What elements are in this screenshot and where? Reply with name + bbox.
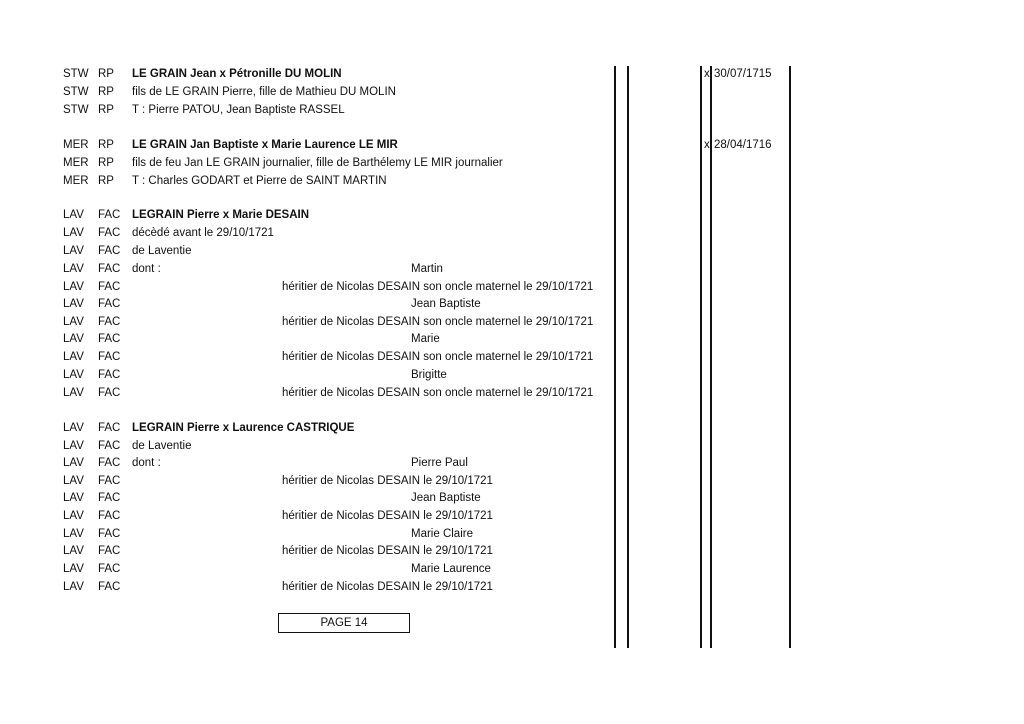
source-code: RP — [98, 104, 114, 116]
record-lav-b1 — [0, 420, 1024, 437]
parish-code: LAV — [63, 281, 84, 293]
record-lav-a9 — [0, 349, 1024, 366]
record-lav-a7 — [0, 314, 1024, 331]
parish-code: LAV — [63, 440, 84, 452]
source-code: RP — [98, 175, 114, 187]
source-code: FAC — [98, 281, 121, 293]
source-code: FAC — [98, 351, 121, 363]
parish-code: LAV — [63, 298, 84, 310]
parish-code: LAV — [63, 209, 84, 221]
parish-code: LAV — [63, 387, 84, 399]
parish-code: LAV — [63, 457, 84, 469]
child-name: Pierre Paul — [411, 457, 468, 469]
source-code: FAC — [98, 333, 121, 345]
heir-note: héritier de Nicolas DESAIN son oncle maternel le 29/10/1721 — [282, 281, 594, 293]
source-code: FAC — [98, 422, 121, 434]
source-code: FAC — [98, 528, 121, 540]
child-name: Jean Baptiste — [411, 492, 481, 504]
marriage-date: 28/04/1716 — [714, 139, 772, 151]
parish-code: LAV — [63, 581, 84, 593]
heir-note: héritier de Nicolas DESAIN le 29/10/1721 — [282, 475, 493, 487]
parish-code: LAV — [63, 545, 84, 557]
source-code: FAC — [98, 387, 121, 399]
heir-note: héritier de Nicolas DESAIN le 29/10/1721 — [282, 581, 493, 593]
marriage-mark: x — [704, 68, 710, 80]
record-lav-b9 — [0, 561, 1024, 578]
record-text: de Laventie — [132, 245, 192, 257]
parish-code: LAV — [63, 475, 84, 487]
record-lav-b10 — [0, 579, 1024, 596]
record-stw-3 — [0, 102, 1024, 119]
parish-code: MER — [63, 175, 89, 187]
parish-code: LAV — [63, 227, 84, 239]
record-text: dont : — [132, 457, 161, 469]
column-rule-3 — [700, 66, 702, 648]
record-mer-3 — [0, 173, 1024, 190]
marriage-date: 30/07/1715 — [714, 68, 772, 80]
record-lav-a10 — [0, 367, 1024, 384]
record-text: décèdé avant le 29/10/1721 — [132, 227, 274, 239]
record-lav-b8 — [0, 543, 1024, 560]
child-name: Martin — [411, 263, 443, 275]
record-lav-a1 — [0, 207, 1024, 224]
record-lav-b7 — [0, 526, 1024, 543]
source-code: FAC — [98, 209, 121, 221]
parish-code: LAV — [63, 492, 84, 504]
source-code: RP — [98, 139, 114, 151]
parish-code: LAV — [63, 245, 84, 257]
record-text: T : Charles GODART et Pierre de SAINT MARTIN — [132, 175, 387, 187]
child-name: Marie Laurence — [411, 563, 491, 575]
parish-code: STW — [63, 104, 89, 116]
marriage-heading: LE GRAIN Jean x Pétronille DU MOLIN — [132, 68, 342, 80]
source-code: RP — [98, 68, 114, 80]
heir-note: héritier de Nicolas DESAIN son oncle maternel le 29/10/1721 — [282, 316, 594, 328]
heir-note: héritier de Nicolas DESAIN le 29/10/1721 — [282, 545, 493, 557]
parish-code: LAV — [63, 369, 84, 381]
parish-code: STW — [63, 68, 89, 80]
parish-code: LAV — [63, 422, 84, 434]
parish-code: LAV — [63, 563, 84, 575]
record-lav-a2 — [0, 225, 1024, 242]
record-lav-b5 — [0, 490, 1024, 507]
record-lav-b3 — [0, 455, 1024, 472]
record-lav-b6 — [0, 508, 1024, 525]
source-code: FAC — [98, 581, 121, 593]
child-name: Jean Baptiste — [411, 298, 481, 310]
source-code: FAC — [98, 440, 121, 452]
record-stw-1 — [0, 66, 1024, 83]
record-lav-a4 — [0, 261, 1024, 278]
source-code: FAC — [98, 492, 121, 504]
parish-code: LAV — [63, 333, 84, 345]
parish-code: LAV — [63, 528, 84, 540]
record-lav-b4 — [0, 473, 1024, 490]
source-code: FAC — [98, 263, 121, 275]
heir-note: héritier de Nicolas DESAIN son oncle maternel le 29/10/1721 — [282, 387, 594, 399]
parish-code: LAV — [63, 351, 84, 363]
source-code: FAC — [98, 298, 121, 310]
marriage-heading: LEGRAIN Pierre x Laurence CASTRIQUE — [132, 422, 355, 434]
record-mer-2 — [0, 155, 1024, 172]
parish-code: LAV — [63, 510, 84, 522]
heir-note: héritier de Nicolas DESAIN le 29/10/1721 — [282, 510, 493, 522]
record-lav-a3 — [0, 243, 1024, 260]
parish-code: LAV — [63, 263, 84, 275]
source-code: FAC — [98, 563, 121, 575]
marriage-mark: x — [704, 139, 710, 151]
parish-code: STW — [63, 86, 89, 98]
source-code: FAC — [98, 457, 121, 469]
record-text: fils de LE GRAIN Pierre, fille de Mathieu DU MOLIN — [132, 86, 396, 98]
column-rule-5 — [789, 66, 791, 648]
record-lav-a8 — [0, 331, 1024, 348]
record-lav-a5 — [0, 279, 1024, 296]
parish-code: LAV — [63, 316, 84, 328]
column-rule-2 — [627, 66, 629, 648]
heir-note: héritier de Nicolas DESAIN son oncle maternel le 29/10/1721 — [282, 351, 594, 363]
record-lav-a11 — [0, 385, 1024, 402]
marriage-heading: LE GRAIN Jan Baptiste x Marie Laurence LE MIR — [132, 139, 398, 151]
source-code: FAC — [98, 510, 121, 522]
source-code: FAC — [98, 545, 121, 557]
source-code: FAC — [98, 316, 121, 328]
column-rule-4 — [710, 66, 712, 648]
child-name: Brigitte — [411, 369, 447, 381]
record-text: dont : — [132, 263, 161, 275]
record-text: fils de feu Jan LE GRAIN journalier, fille de Barthélemy LE MIR journalier — [132, 157, 503, 169]
page-number-label: PAGE 14 — [278, 613, 410, 633]
source-code: FAC — [98, 245, 121, 257]
record-stw-2 — [0, 84, 1024, 101]
record-lav-a6 — [0, 296, 1024, 313]
child-name: Marie Claire — [411, 528, 473, 540]
record-lav-b2 — [0, 438, 1024, 455]
record-text: T : Pierre PATOU, Jean Baptiste RASSEL — [132, 104, 345, 116]
parish-code: MER — [63, 139, 89, 151]
source-code: RP — [98, 157, 114, 169]
record-mer-1 — [0, 137, 1024, 154]
source-code: FAC — [98, 369, 121, 381]
parish-code: MER — [63, 157, 89, 169]
marriage-heading: LEGRAIN Pierre x Marie DESAIN — [132, 209, 310, 221]
column-rule-1 — [614, 66, 616, 648]
source-code: FAC — [98, 227, 121, 239]
source-code: FAC — [98, 475, 121, 487]
source-code: RP — [98, 86, 114, 98]
child-name: Marie — [411, 333, 440, 345]
record-text: de Laventie — [132, 440, 192, 452]
